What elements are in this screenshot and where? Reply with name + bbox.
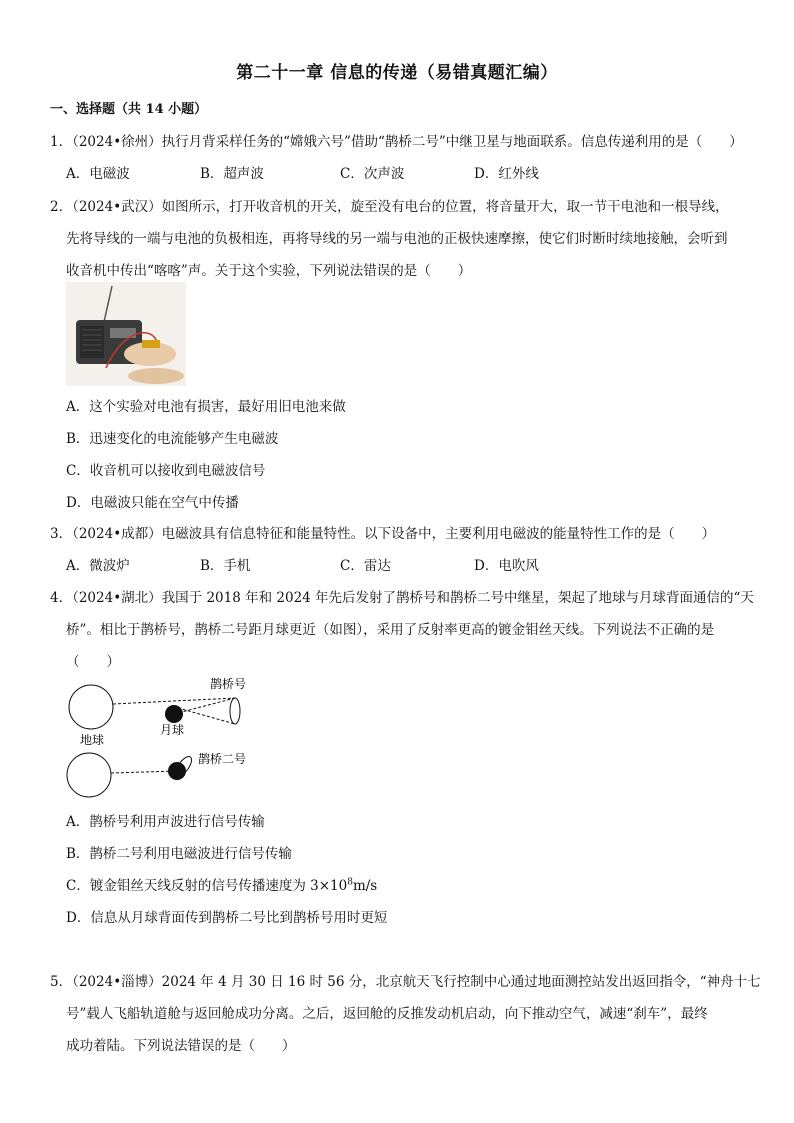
q1-option-a: A．电磁波 bbox=[66, 166, 130, 182]
q1-option-c: C．次声波 bbox=[340, 166, 405, 182]
q4-stem-line1: 4．（2024•湖北）我国于 2018 年和 2024 年先后发射了鹊桥号和鹊桥二号中继星，架起了地球与月球背面通信的“天 bbox=[50, 590, 754, 606]
q5-stem-line3: 成功着陆。下列说法错误的是（ ） bbox=[66, 1038, 296, 1054]
q2-option-d: D．电磁波只能在空气中传播 bbox=[66, 495, 239, 511]
q4-stem-line2: 桥”。相比于鹊桥号，鹊桥二号距月球更近（如图），采用了反射率更高的镀金钼丝天线。下列说法不正确的是 bbox=[66, 622, 715, 638]
label-queqiao: 鹊桥号 bbox=[210, 677, 247, 691]
q5-stem-line2: 号”载人飞船轨道舱与返回舱成功分离。之后，返回舱的反推发动机启动，向下推动空气，减速“刹车”，最终 bbox=[66, 1006, 708, 1022]
section-heading: 一、选择题（共 14 小题） bbox=[50, 102, 208, 117]
label-queqiao2: 鹊桥二号 bbox=[198, 752, 247, 766]
q3-option-c: C．雷达 bbox=[340, 558, 391, 574]
q4-option-c-unit: m/s bbox=[352, 878, 378, 894]
q1-stem: 1．（2024•徐州）执行月背采样任务的“嫦娥六号”借助“鹊桥二号”中继卫星与地面联系。信息传递利用的是（ ） bbox=[50, 134, 743, 150]
q4-option-c bbox=[66, 874, 377, 894]
q2-stem-line1: 2．（2024•武汉）如图所示，打开收音机的开关，旋至没有电台的位置，将音量开大，取一节干电池和一根导线， bbox=[50, 199, 729, 215]
q4-option-d: D．信息从月球背面传到鹊桥二号比到鹊桥号用时更短 bbox=[66, 910, 388, 926]
q2-option-c: C．收音机可以接收到电磁波信号 bbox=[66, 463, 266, 479]
q2-option-a: A．这个实验对电池有损害，最好用旧电池来做 bbox=[66, 399, 346, 415]
q4-stem-line3: （ ） bbox=[66, 654, 120, 670]
radio-battery-figure bbox=[66, 282, 186, 386]
q2-stem-line2: 先将导线的一端与电池的负极相连，再将导线的另一端与电池的正极快速摩擦，使它们时断时续地接触，会听到 bbox=[66, 231, 728, 247]
q4-option-a: A．鹊桥号利用声波进行信号传输 bbox=[66, 814, 265, 830]
page-title: 第二十一章 信息的传递（易错真题汇编） bbox=[236, 63, 558, 83]
q3-option-d: D．电吹风 bbox=[474, 558, 539, 574]
q4-option-c-text: C．镀金钼丝天线反射的信号传播速度为 3×10 bbox=[66, 878, 348, 894]
q1-option-d: D．红外线 bbox=[474, 166, 539, 182]
label-earth: 地球 bbox=[80, 733, 105, 747]
q2-option-b: B．迅速变化的电流能够产生电磁波 bbox=[66, 431, 279, 447]
q3-option-a: A．微波炉 bbox=[66, 558, 130, 574]
q5-stem-line1: 5．（2024•淄博）2024 年 4 月 30 日 16 时 56 分，北京航天飞行控制中心通过地面测控站发出返回指令，“神舟十七 bbox=[50, 974, 761, 990]
q2-stem-line3: 收音机中传出“喀喀”声。关于这个实验，下列说法错误的是（ ） bbox=[66, 263, 472, 279]
relay-satellite-figure bbox=[60, 670, 280, 810]
label-moon: 月球 bbox=[160, 723, 185, 737]
q4-option-b: B．鹊桥二号利用电磁波进行信号传输 bbox=[66, 846, 292, 862]
q4-option-c-exponent: 8 bbox=[347, 877, 353, 888]
q3-stem: 3．（2024•成都）电磁波具有信息特征和能量特性。以下设备中，主要利用电磁波的能量特性工作的是（ ） bbox=[50, 526, 716, 542]
q1-option-b: B．超声波 bbox=[200, 166, 264, 182]
q3-option-b: B．手机 bbox=[200, 558, 251, 574]
